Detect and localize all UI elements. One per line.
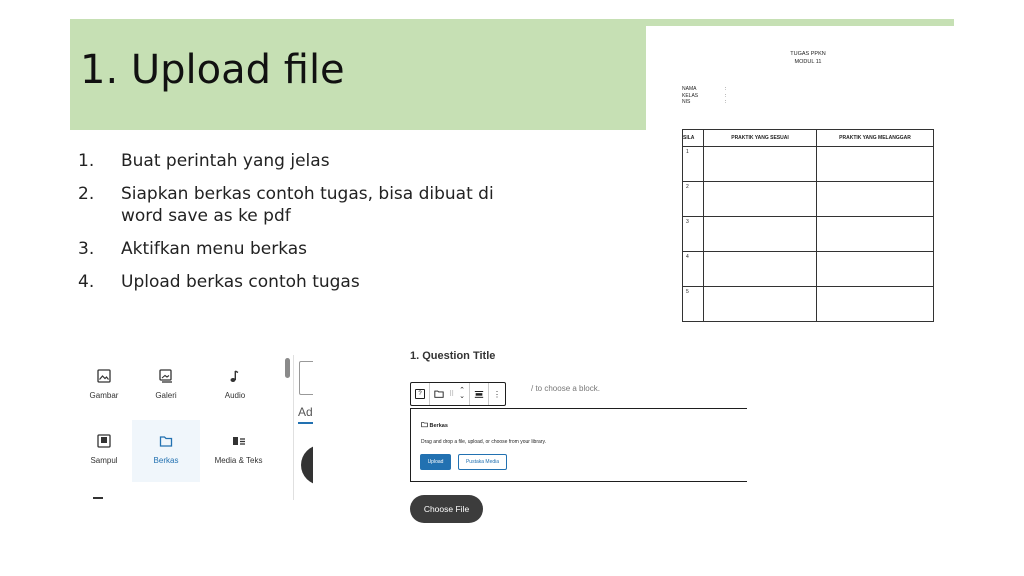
block-inserter (70, 355, 295, 500)
table-header: PRAKTIK YANG SESUAI (704, 130, 817, 147)
field-label: NIS (682, 99, 691, 105)
block-label: Berkas (153, 456, 179, 465)
folder-icon (434, 389, 444, 399)
document-heading-line1: TUGAS PPKN (790, 51, 826, 57)
step-item (78, 238, 498, 260)
slide-title: 1. Upload file (80, 47, 345, 93)
toolbar-more[interactable] (489, 383, 505, 405)
field-sep: : (725, 86, 727, 92)
step-item (78, 271, 498, 293)
document-heading-line2: MODUL 11 (794, 59, 822, 65)
table-cell (704, 147, 817, 182)
document-field (682, 99, 726, 106)
block-hint: / to choose a block. (531, 384, 600, 393)
clipped-input[interactable] (299, 361, 313, 395)
step-item (78, 150, 498, 172)
file-block-title (421, 421, 448, 429)
block-gambar[interactable] (70, 355, 138, 417)
table-row (683, 182, 934, 217)
clipped-round-button[interactable] (301, 445, 313, 485)
inserter-scrollbar[interactable] (285, 358, 290, 378)
table-cell: 4 (683, 252, 704, 287)
table-cell (817, 287, 934, 322)
block-audio[interactable] (201, 355, 269, 417)
table-cell (704, 217, 817, 252)
title-banner (70, 19, 646, 130)
step-item (78, 183, 498, 227)
field-label: KELAS (682, 92, 699, 99)
upload-button[interactable]: Upload (420, 454, 451, 470)
step-text: Upload berkas contoh tugas (121, 272, 360, 292)
document-fields (682, 86, 726, 106)
block-label: Galeri (155, 391, 177, 400)
folder-icon (159, 434, 173, 448)
drag-handle-icon[interactable]: ⠿ (449, 391, 455, 398)
question-title[interactable]: 1. Question Title (410, 350, 496, 362)
cover-icon (97, 434, 111, 448)
move-up-down-icon[interactable]: ⌃ ⌄ (459, 387, 466, 400)
table-row (683, 287, 934, 322)
table-header-row (683, 130, 934, 147)
block-sampul[interactable] (70, 420, 138, 482)
step-number: 2. (78, 184, 95, 204)
question-block-icon: ? (415, 389, 425, 399)
file-block (410, 408, 747, 482)
block-berkas[interactable] (132, 420, 200, 482)
table-cell: 1 (683, 147, 704, 182)
block-label: Gambar (89, 391, 119, 400)
clipped-tab-label[interactable]: Ad (298, 405, 313, 419)
table-cell (817, 182, 934, 217)
step-text: Aktifkan menu berkas (121, 239, 308, 259)
toolbar-block-type[interactable] (411, 383, 430, 405)
audio-icon (228, 369, 242, 383)
field-sep: : (725, 99, 727, 105)
steps-list (78, 150, 498, 304)
align-icon (474, 389, 484, 399)
field-sep: : (725, 92, 727, 99)
table-cell: 2 (683, 182, 704, 217)
block-toolbar (410, 382, 506, 406)
table-cell (704, 182, 817, 217)
active-tab-indicator (298, 422, 313, 424)
block-media-teks[interactable] (201, 420, 276, 482)
choose-file-button[interactable]: Choose File (410, 495, 483, 523)
table-cell (817, 252, 934, 287)
table-row (683, 217, 934, 252)
table-cell (704, 287, 817, 322)
banner-strip (646, 19, 954, 26)
panel-divider (293, 355, 294, 500)
toolbar-folder[interactable] (430, 383, 470, 405)
block-label: Sampul (90, 456, 118, 465)
table-header: SILA (683, 130, 704, 147)
block-label: Audio (224, 391, 246, 400)
step-number: 1. (78, 151, 95, 171)
media-text-icon (232, 434, 246, 448)
step-number: 4. (78, 272, 95, 292)
media-library-button[interactable]: Pustaka Media (458, 454, 507, 470)
table-row (683, 252, 934, 287)
table-row (683, 147, 934, 182)
step-text: Buat perintah yang jelas (121, 151, 330, 171)
table-header: PRAKTIK YANG MELANGGAR (817, 130, 934, 147)
more-options-icon: ⋮ (493, 389, 502, 399)
block-galeri[interactable] (132, 355, 200, 417)
block-label: Media & Teks (214, 456, 263, 465)
table-cell (817, 147, 934, 182)
clipped-panel (297, 355, 313, 500)
table-cell (704, 252, 817, 287)
document-table (682, 129, 934, 322)
field-label: NAMA (682, 86, 697, 92)
table-cell: 5 (683, 287, 704, 322)
image-icon (97, 369, 111, 383)
table-cell (817, 217, 934, 252)
step-text: Siapkan berkas contoh tugas, bisa dibuat di word save as ke pdf (121, 184, 494, 226)
next-block-icon (93, 497, 103, 499)
step-number: 3. (78, 239, 95, 259)
folder-icon (421, 421, 428, 428)
table-cell: 3 (683, 217, 704, 252)
document-preview (682, 50, 934, 325)
toolbar-align[interactable] (470, 383, 489, 405)
file-block-instructions: Drag and drop a file, upload, or choose from your library. (421, 439, 546, 445)
file-block-title-text: Berkas (429, 423, 448, 429)
gallery-icon (159, 369, 173, 383)
document-heading (682, 50, 934, 66)
